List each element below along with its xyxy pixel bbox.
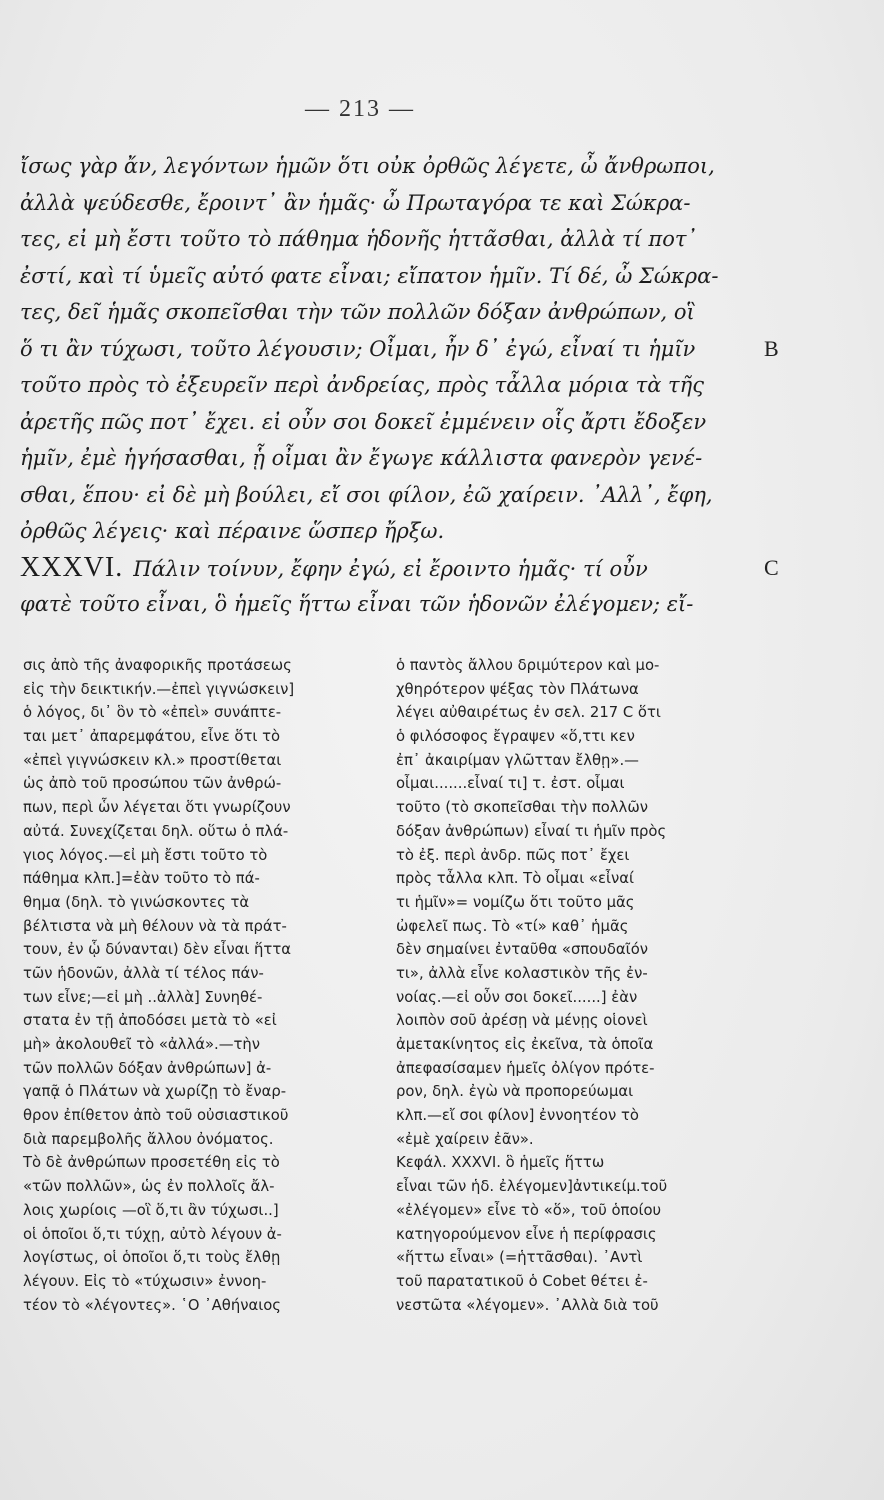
note-line xyxy=(23,962,378,986)
note-line-content: μὴ» ἀκολουθεῖ τὸ «ἀλλά».—τὴν xyxy=(23,1036,261,1053)
note-line xyxy=(23,701,378,725)
note-line xyxy=(23,891,378,915)
note-line-content: οἱ ὁποῖοι ὅ,τι τύχῃ, αὐτὸ λέγουν ἀ- xyxy=(23,1225,282,1243)
note-line-content: τοῦ παρατατικοῦ ὁ Cobet θέτει ἐ- xyxy=(396,1272,648,1290)
text-line xyxy=(20,477,780,514)
note-line-content: τοῦτο (τὸ σκοπεῖσθαι τὴν πολλῶν xyxy=(396,799,648,817)
note-line xyxy=(23,1009,378,1033)
note-line xyxy=(23,986,378,1010)
note-line-content: βέλτιστα νὰ μὴ θέλουν νὰ τὰ πράτ- xyxy=(23,917,287,935)
notes-column-left xyxy=(23,654,378,1317)
note-line xyxy=(396,1294,758,1318)
text-line-content: ἀρετῆς πῶς ποτ᾽ ἔχει. εἰ οὖν σοι δοκεῖ ἐμμένειν οἷς ἄρτι ἔδοξεν xyxy=(20,409,707,434)
note-line-content: πάθημα κλπ.]=ἐὰν τοῦτο τὸ πά- xyxy=(23,870,260,888)
text-line xyxy=(20,440,780,477)
note-line-content: θρον ἐπίθετον ἀπὸ τοῦ οὐσιαστικοῦ xyxy=(23,1107,289,1125)
text-line-content: τες, εἰ μὴ ἔστι τοῦτο τὸ πάθημα ἡδονῆς ἡττᾶσθαι, ἀλλὰ τί ποτ᾽ xyxy=(20,227,697,251)
note-line xyxy=(23,844,378,868)
note-line-content: δὲν σημαίνει ἐνταῦθα «σπουδαῖόν xyxy=(396,941,649,959)
margin-marker-c: C xyxy=(764,554,779,580)
note-line xyxy=(396,962,758,986)
note-line xyxy=(396,820,758,844)
text-line-content: ἡμῖν, ἐμὲ ἡγήσασθαι, ᾗ οἶμαι ἂν ἔγωγε κάλλιστα φανερὸν γενέ- xyxy=(20,446,703,470)
note-line xyxy=(23,1128,378,1152)
note-line-content: εἰς τὴν δεικτικήν.—ἐπεὶ γιγνώσκειν] xyxy=(23,680,295,698)
note-line-content: λογίστως, οἱ ὁποῖοι ὅ,τι τοὺς ἔλθῃ xyxy=(23,1249,281,1267)
margin-marker-b: B xyxy=(764,335,779,361)
text-line-content: ἴσως γὰρ ἄν, λεγόντων ἡμῶν ὅτι οὐκ ὀρθῶς λέγετε, ὦ ἄνθρωποι, xyxy=(20,154,715,178)
note-line-content: λοιπὸν σοῦ ἀρέσῃ νὰ μένῃς οἱονεὶ xyxy=(396,1012,648,1030)
note-line-content: «ἐμὲ χαίρειν ἐᾶν». xyxy=(396,1130,534,1148)
note-line xyxy=(396,1246,758,1270)
note-line xyxy=(396,1199,758,1223)
text-line xyxy=(20,404,780,441)
text-line-content: ἀλλὰ ψεύδεσθε, ἔροιντ᾽ ἂν ἡμᾶς· ὦ Πρωταγόρα τε καὶ Σώκρα- xyxy=(20,190,691,215)
page-number: — 213 — xyxy=(305,96,415,122)
note-line-content: λοις χωρίοις —οἳ ὅ,τι ἂν τύχωσι..] xyxy=(23,1201,279,1219)
note-line-content: τι», ἀλλὰ εἶνε κολαστικὸν τῆς ἐν- xyxy=(396,964,648,982)
note-line-content: κλπ.—εἴ σοι φίλον] ἐννοητέον τὸ xyxy=(396,1107,639,1125)
note-line-content: ὡς ἀπὸ τοῦ προσώπου τῶν ἀνθρώ- xyxy=(23,775,282,793)
note-line-content: «ἐπεὶ γιγνώσκειν κλ.» προστίθεται xyxy=(23,751,282,769)
note-line xyxy=(396,1223,758,1247)
note-line xyxy=(396,867,758,891)
note-line-content: στατα ἐν τῇ ἀποδόσει μετὰ τὸ «εἰ xyxy=(23,1012,277,1030)
note-line xyxy=(396,654,758,678)
note-line-content: ὠφελεῖ πως. Τὸ «τί» καθ᾽ ἡμᾶς xyxy=(396,917,629,935)
note-line-content: τουν, ἐν ᾧ δύνανται) δὲν εἶναι ἥττα xyxy=(23,941,292,959)
note-line-content: τῶν ἡδονῶν, ἀλλὰ τί τέλος πάν- xyxy=(23,964,264,982)
text-line-content: ἐστί, καὶ τί ὑμεῖς αὐτό φατε εἶναι; εἴπατον ἡμῖν. Τί δέ, ὦ Σώκρα- xyxy=(20,263,719,288)
note-line-content: σις ἀπὸ τῆς ἀναφορικῆς προτάσεως xyxy=(23,657,292,674)
note-line-content: λέγει αὐθαιρέτως ἐν σελ. 217 C ὅτι xyxy=(396,704,661,722)
note-line xyxy=(23,938,378,962)
note-line-content: «ἐλέγομεν» εἶνε τὸ «ὅ», τοῦ ὁποίου xyxy=(396,1201,662,1219)
note-line-content: πων, περὶ ὧν λέγεται ὅτι γνωρίζουν xyxy=(23,799,291,817)
note-line xyxy=(396,725,758,749)
note-line xyxy=(23,1223,378,1247)
note-line-content: χθηρότερον ψέξας τὸν Πλάτωνα xyxy=(396,680,639,698)
note-line xyxy=(23,1246,378,1270)
text-line xyxy=(20,331,780,368)
note-line-content: λέγουν. Εἰς τὸ «τύχωσιν» ἐννοη- xyxy=(23,1272,267,1290)
text-line xyxy=(20,294,780,331)
text-line-content: ὀρθῶς λέγεις· καὶ πέραινε ὥσπερ ἤρξω. xyxy=(20,519,445,543)
note-line xyxy=(23,1199,378,1223)
note-line xyxy=(396,1128,758,1152)
note-line xyxy=(396,678,758,702)
note-line-content: τὸ ἐξ. περὶ ἀνδρ. πῶς ποτ᾽ ἔχει xyxy=(396,846,630,864)
note-line-content: θημα (δηλ. τὸ γινώσκοντες τὰ xyxy=(23,893,250,911)
note-line-content: εἶναι τῶν ἡδ. ἐλέγομεν]ἀντικείμ.τοῦ xyxy=(396,1178,668,1196)
note-line-content: νοίας.—εἰ οὖν σοι δοκεῖ......] ἐὰν xyxy=(396,988,638,1006)
note-line-content: Τὸ δὲ ἀνθρώπων προσετέθη εἰς τὸ xyxy=(23,1154,280,1172)
text-line-content: φατὲ τοῦτο εἶναι, ὃ ἡμεῖς ἥττω εἶναι τῶν ἡδονῶν ἐλέγομεν; εἴ- xyxy=(20,592,694,616)
text-line xyxy=(20,258,780,295)
note-line-content: τέον τὸ «λέγοντες». ῾Ο ᾿Αθήναιος xyxy=(23,1296,281,1314)
note-line xyxy=(23,915,378,939)
note-line-content: διὰ παρεμβολῆς ἄλλου ὀνόματος. xyxy=(23,1130,274,1148)
note-line-content: Κεφάλ. XXXVI. ὃ ἡμεῖς ἥττω xyxy=(396,1154,605,1172)
chapter-number: XXXVI. xyxy=(20,551,124,583)
note-line xyxy=(23,1057,378,1081)
text-line xyxy=(20,586,780,623)
text-line xyxy=(20,367,780,404)
note-line xyxy=(396,701,758,725)
note-line-content: νεστῶτα «λέγομεν». ᾿Αλλὰ διὰ τοῦ xyxy=(396,1296,659,1314)
note-line xyxy=(23,1294,378,1318)
text-line xyxy=(20,550,780,587)
note-line xyxy=(396,1270,758,1294)
note-line xyxy=(396,1057,758,1081)
note-line xyxy=(23,1080,378,1104)
note-line xyxy=(396,844,758,868)
note-line-content: ὁ παντὸς ἄλλου δριμύτερον καὶ μο- xyxy=(396,657,660,674)
note-line-content: ται μετ᾽ ἀπαρεμφάτου, εἶνε ὅτι τὸ xyxy=(23,728,281,746)
note-line xyxy=(396,1104,758,1128)
note-line xyxy=(23,1104,378,1128)
note-line-content: των εἶνε;—εἰ μὴ ..ἀλλὰ] Συνηθέ- xyxy=(23,988,263,1006)
note-line-content: ὁ φιλόσοφος ἔγραψεν «ὅ,ττι κεν xyxy=(396,728,635,746)
note-line xyxy=(23,867,378,891)
note-line xyxy=(23,1270,378,1294)
note-line xyxy=(396,1175,758,1199)
note-line xyxy=(23,725,378,749)
note-line xyxy=(23,654,378,678)
note-line-content: τι ἡμῖν»= νομίζω ὅτι τοῦτο μᾶς xyxy=(396,893,635,911)
note-line xyxy=(23,772,378,796)
text-line xyxy=(20,185,780,222)
note-line-content: ἀπεφασίσαμεν ἡμεῖς ὀλίγον πρότε- xyxy=(396,1059,655,1077)
note-line xyxy=(23,796,378,820)
text-line-content: τοῦτο πρὸς τὸ ἐξευρεῖν περὶ ἀνδρείας, πρὸς τἆλλα μόρια τὰ τῆς xyxy=(20,373,705,397)
note-line-content: δόξαν ἀνθρώπων) εἶναί τι ἡμῖν πρὸς xyxy=(396,822,667,840)
note-line-content: οἶμαι.......εἶναί τι] τ. ἐστ. οἶμαι xyxy=(396,775,625,793)
notes-column-right xyxy=(396,654,758,1317)
note-line-content: τῶν πολλῶν δόξαν ἀνθρώπων] ἀ- xyxy=(23,1059,272,1077)
note-line xyxy=(396,986,758,1010)
note-line xyxy=(23,1175,378,1199)
note-line-content: γαπᾷ ὁ Πλάτων νὰ χωρίζῃ τὸ ἔναρ- xyxy=(23,1083,287,1101)
note-line xyxy=(23,1033,378,1057)
note-line-content: «ἥττω εἶναι» (=ἡττᾶσθαι). ᾿Αντὶ xyxy=(396,1249,643,1267)
text-line-content: σθαι, ἕπου· εἰ δὲ μὴ βούλει, εἴ σοι φίλον, ἐῶ χαίρειν. ᾿Αλλ᾽, ἔφη, xyxy=(20,482,713,507)
note-line xyxy=(23,678,378,702)
note-line xyxy=(23,820,378,844)
note-line-content: «τῶν πολλῶν», ὡς ἐν πολλοῖς ἄλ- xyxy=(23,1178,275,1196)
text-line-content: Πάλιν τοίνυν, ἔφην ἐγώ, εἰ ἔροιντο ἡμᾶς· τί οὖν xyxy=(133,556,648,581)
note-line-content: αὐτά. Συνεχίζεται δηλ. οὕτω ὁ πλά- xyxy=(23,822,289,840)
note-line-content: ἐπ᾽ ἀκαιρίμαν γλῶτταν ἔλθῃ».— xyxy=(396,751,639,769)
note-line-content: ὁ λόγος, δι᾽ ὃν τὸ «ἐπεὶ» συνάπτε- xyxy=(23,704,282,722)
text-line xyxy=(20,513,780,550)
main-text-block xyxy=(20,148,780,623)
note-line-content: ἀμετακίνητος εἰς ἐκεῖνα, τὰ ὁποῖα xyxy=(396,1036,654,1053)
note-line xyxy=(396,891,758,915)
note-line-content: κατηγορούμενον εἶνε ἡ περίφρασις xyxy=(396,1225,657,1243)
text-line-content: ὅ τι ἂν τύχωσι, τοῦτο λέγουσιν; Οἶμαι, ἦν δ᾽ ἐγώ, εἶναί τι ἡμῖν xyxy=(20,336,696,361)
note-line xyxy=(396,915,758,939)
text-line-content: τες, δεῖ ἡμᾶς σκοπεῖσθαι τὴν τῶν πολλῶν δόξαν ἀνθρώπων, οἳ xyxy=(20,300,695,324)
note-line xyxy=(396,938,758,962)
note-line xyxy=(396,1009,758,1033)
note-line xyxy=(23,1151,378,1175)
note-line xyxy=(396,1033,758,1057)
note-line-content: γιος λόγος.—εἰ μὴ ἔστι τοῦτο τὸ xyxy=(23,846,268,864)
note-line xyxy=(23,749,378,773)
note-line xyxy=(396,1151,758,1175)
note-line xyxy=(396,772,758,796)
note-line-content: ρον, δηλ. ἐγὼ νὰ προπορεύωμαι xyxy=(396,1083,634,1101)
text-line xyxy=(20,221,780,258)
text-line xyxy=(20,148,780,185)
note-line xyxy=(396,796,758,820)
note-line xyxy=(396,749,758,773)
note-line xyxy=(396,1080,758,1104)
note-line-content: πρὸς τἆλλα κλπ. Τὸ οἶμαι «εἶναί xyxy=(396,870,634,888)
